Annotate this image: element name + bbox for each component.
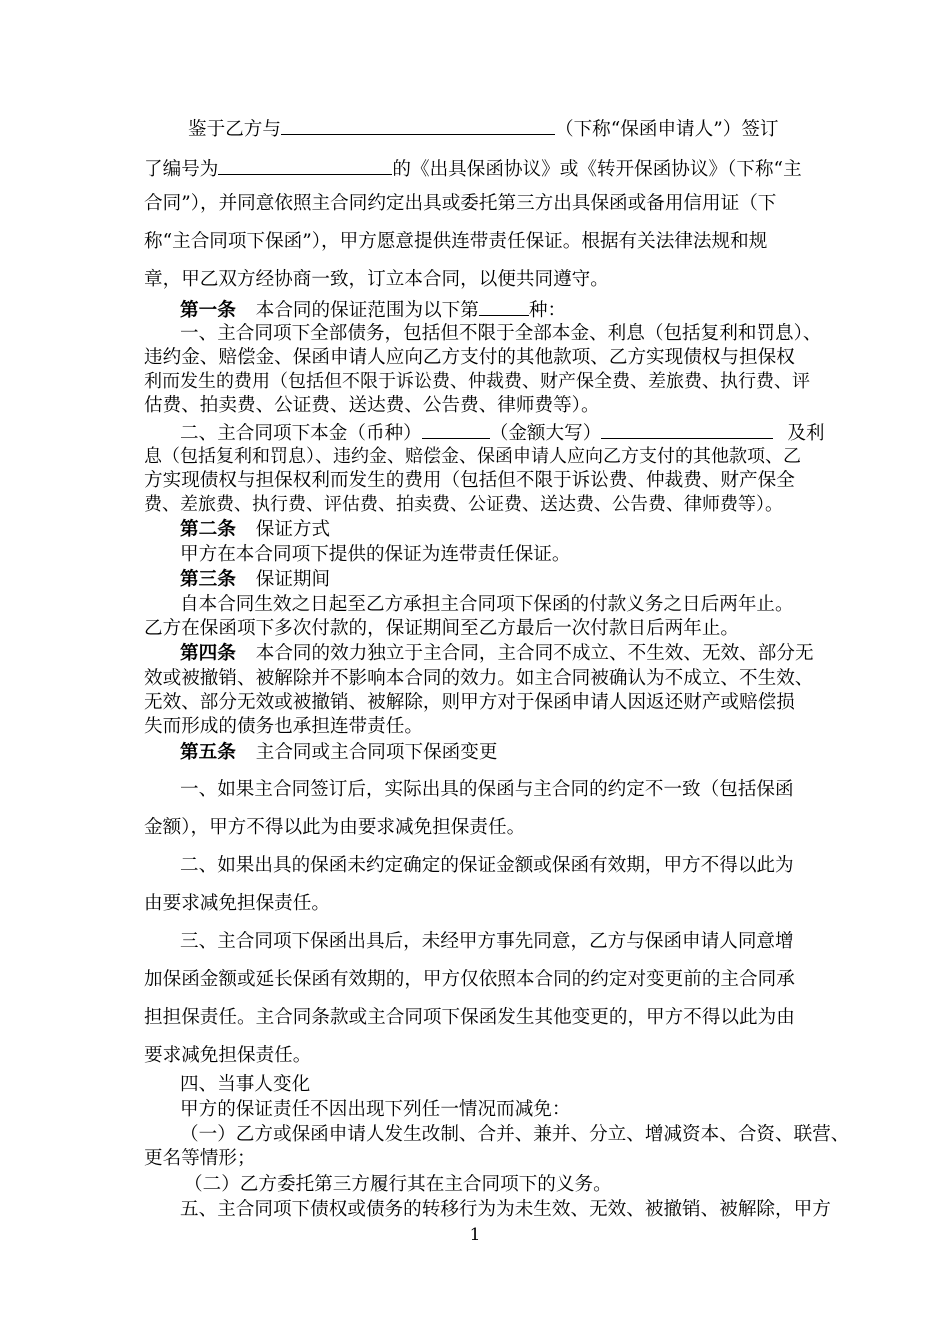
preamble-text: （下称“保函申请人”）签订 — [554, 119, 779, 140]
art1-item2-line-4: 费、差旅费、执行费、评估费、拍卖费、公证费、送达费、公告费、律师费等）。 — [144, 494, 783, 515]
scope-choice-blank — [479, 297, 529, 316]
article-text: 及利 — [787, 423, 825, 444]
art1-item2-line-1 — [144, 420, 846, 446]
preamble-line-3: 合同”），并同意依照主合同约定出具或委托第三方出具保函或备用信用证（下 — [144, 193, 777, 214]
article-text: 种： — [528, 300, 567, 321]
preamble-text: 的《出具保函协议》或《转开保函协议》（下称“主 — [392, 159, 802, 180]
section-4-heading: 四、当事人变化 — [180, 1074, 311, 1095]
page-number: 1 — [469, 1225, 481, 1245]
contract-number-blank — [218, 156, 392, 175]
preamble-line-5: 章，甲乙双方经协商一致，订立本合同，以便共同遵守。 — [144, 269, 609, 290]
article-1-heading — [144, 297, 810, 323]
party-b-blank — [281, 116, 555, 135]
art5-p1-line-1: 一、如果主合同签订后，实际出具的保函与主合同的约定不一致（包括保函 — [180, 779, 794, 800]
art5-p1-line-2: 金额），甲方不得以此为由要求减免担保责任。 — [144, 817, 526, 838]
article-text: （金额大写） — [489, 423, 602, 444]
article-text: 主合同或主合同项下保函变更 — [255, 742, 498, 763]
article-title: 第一条 — [180, 300, 236, 321]
article-title: 第三条 — [180, 569, 236, 590]
article-2-heading — [144, 518, 810, 542]
article-title: 第四条 — [180, 643, 236, 664]
article-text: 本合同的效力独立于主合同，主合同不成立、不生效、无效、部分无 — [255, 643, 814, 664]
art1-item1-line-3: 利而发生的费用（包括但不限于诉讼费、仲裁费、财产保全费、差旅费、执行费、评 — [144, 371, 810, 392]
preamble-line-1 — [144, 116, 810, 142]
art2-body: 甲方在本合同项下提供的保证为连带责任保证。 — [180, 544, 571, 565]
art5-p3-line-1: 三、主合同项下保函出具后，未经甲方事先同意，乙方与保函申请人同意增 — [180, 931, 794, 952]
art5-p2-line-2: 由要求减免担保责任。 — [144, 893, 330, 914]
art1-item2-line-2: 息（包括复利和罚息）、违约金、赔偿金、保函申请人应向乙方支付的其他款项、乙 — [144, 446, 801, 467]
art3-body-line-2: 乙方在保函项下多次付款的，保证期间至乙方最后一次付款日后两年止。 — [144, 618, 740, 639]
section-4-intro: 甲方的保证责任不因出现下列任一情况而减免： — [180, 1099, 571, 1120]
art1-item1-line-4: 估费、拍卖费、公证费、送达费、公告费、律师费等）。 — [144, 395, 600, 416]
preamble-text: 鉴于乙方与 — [188, 119, 281, 140]
preamble-text: 了编号为 — [144, 159, 219, 180]
art4-body-line-2: 无效、部分无效或被撤销、被解除，则甲方对于保函申请人因返还财产或赔偿损 — [144, 692, 795, 713]
article-5-heading — [144, 741, 810, 765]
art1-item1-line-2: 违约金、赔偿金、保函申请人应向乙方支付的其他款项、乙方实现债权与担保权 — [144, 347, 795, 368]
art5-p3-line-2: 加保函金额或延长保函有效期的，甲方仅依照本合同的约定对变更前的主合同承 — [144, 969, 795, 990]
article-title: 第二条 — [180, 519, 236, 540]
section-4-clause-1-line-2: 更名等情形； — [144, 1148, 256, 1169]
art4-body-line-1: 效或被撤销、被解除并不影响本合同的效力。如主合同被确认为不成立、不生效、 — [144, 668, 814, 689]
article-title: 第五条 — [180, 742, 236, 763]
art5-p2-line-1: 二、如果出具的保函未约定确定的保证金额或保函有效期，甲方不得以此为 — [180, 855, 794, 876]
amount-blank — [601, 420, 773, 439]
article-text: 保证期间 — [255, 569, 331, 590]
currency-blank — [422, 420, 490, 439]
article-text: 二、主合同项下本金（币种） — [180, 423, 422, 444]
art5-p3-line-4: 要求减免担保责任。 — [144, 1045, 312, 1066]
art4-body-line-3: 失而形成的债务也承担连带责任。 — [144, 716, 423, 737]
art1-item1-line-1: 一、主合同项下全部债务，包括但不限于全部本金、利息（包括复利和罚息）、 — [180, 323, 822, 344]
art1-item2-line-3: 方实现债权与担保权利而发生的费用（包括但不限于诉讼费、仲裁费、财产保全 — [144, 470, 795, 491]
art3-body-line-1: 自本合同生效之日起至乙方承担主合同项下保函的付款义务之日后两年止。 — [180, 594, 794, 615]
article-text: 保证方式 — [255, 519, 331, 540]
section-4-clause-2: （二）乙方委托第三方履行其在主合同项下的义务。 — [184, 1174, 612, 1195]
section-4-clause-1-line-1: （一）乙方或保函申请人发生改制、合并、兼并、分立、增减资本、合资、联营、 — [180, 1124, 850, 1145]
preamble-line-2 — [144, 156, 810, 182]
section-5-line-1: 五、主合同项下债权或债务的转移行为为未生效、无效、被撤销、被解除，甲方 — [180, 1199, 831, 1220]
preamble-line-4: 称“主合同项下保函”），甲方愿意提供连带责任保证。根据有关法律法规和规 — [144, 231, 768, 252]
article-4-heading — [144, 642, 814, 666]
article-text: 本合同的保证范围为以下第 — [255, 300, 479, 321]
article-3-heading — [144, 568, 810, 592]
art5-p3-line-3: 担担保责任。主合同条款或主合同项下保函发生其他变更的，甲方不得以此为由 — [144, 1007, 795, 1028]
